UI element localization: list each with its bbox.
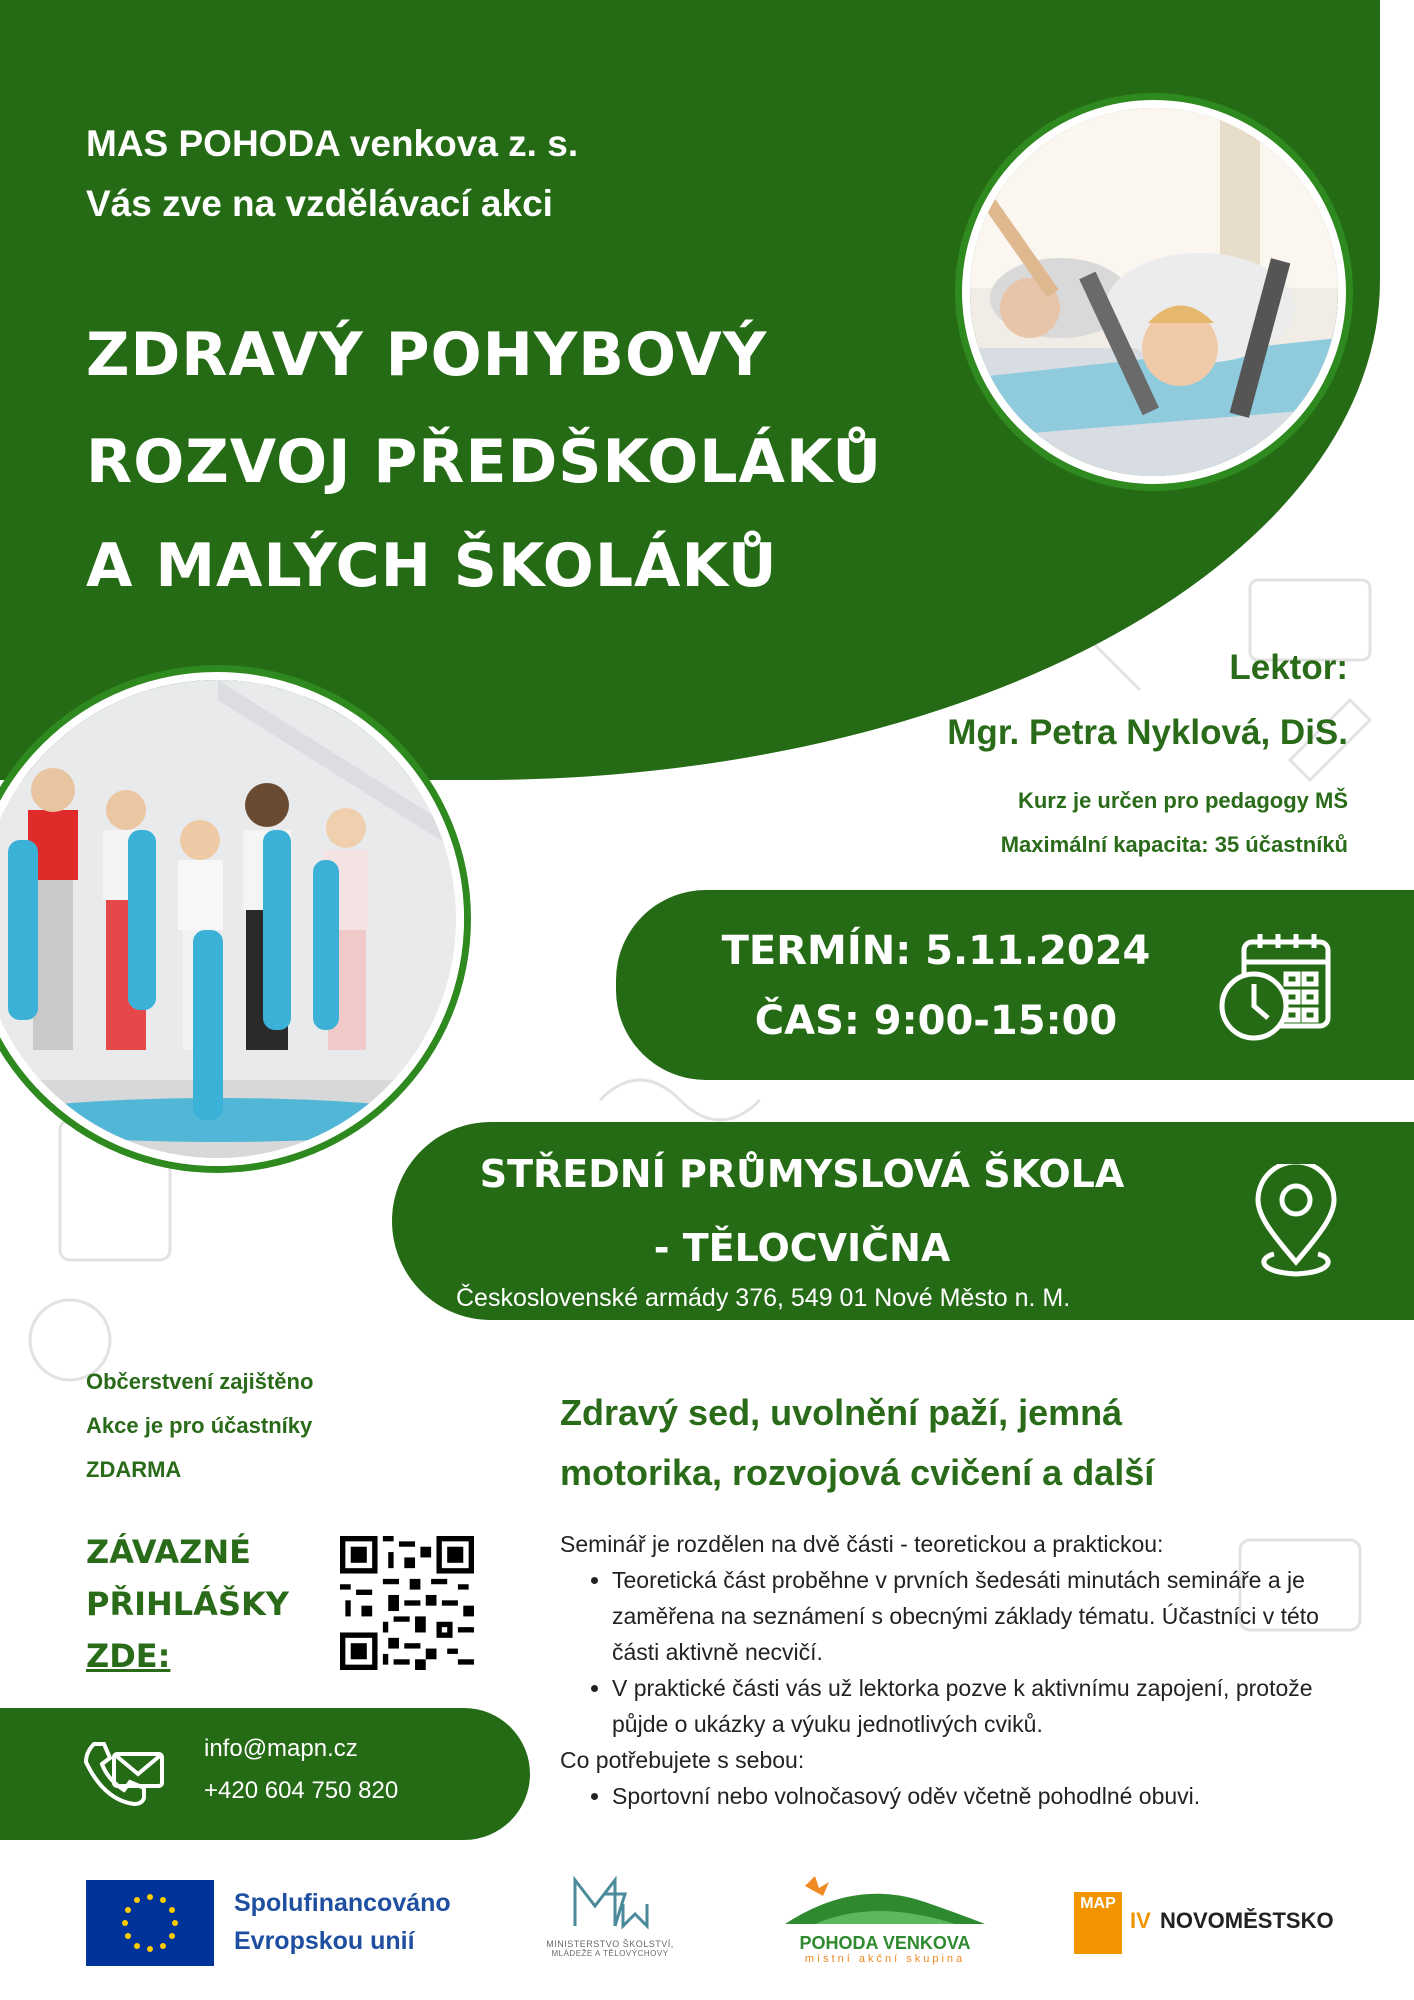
- eu-text-line-1: Spolufinancováno: [234, 1889, 451, 1917]
- pohoda-hills-emblem: [775, 1872, 995, 1928]
- contact-phone[interactable]: +420 604 750 820: [204, 1777, 399, 1804]
- msmt-text-line-2: MLÁDEŽE A TĚLOVÝCHOVY: [551, 1949, 669, 1958]
- eu-flag-logo: [86, 1880, 214, 1970]
- msmt-logo: [520, 1874, 700, 1958]
- topics-headline-line-2: motorika, rozvojová cvičení a další: [560, 1452, 1155, 1493]
- seminar-parts-list: [560, 1562, 1360, 1742]
- pohoda-venkova-logo: [770, 1872, 1000, 1965]
- capacity-text: Maximální kapacita: 35 účastníků: [1000, 832, 1348, 857]
- venue-address: Československé armády 376, 549 01 Nové Město n. M.: [456, 1284, 1071, 1312]
- eu-text-line-2: Evropskou unií: [234, 1927, 415, 1955]
- topics-headline-line-1: Zdravý sed, uvolnění paží, jemná: [560, 1392, 1123, 1433]
- lecturer-label: Lektor:: [1229, 648, 1348, 687]
- venue-name-line-1: STŘEDNÍ PRŮMYSLOVÁ ŠKOLA: [479, 1152, 1125, 1196]
- event-date: TERMÍN: 5.11.2024: [721, 928, 1151, 974]
- location-pin-icon: [1252, 1164, 1340, 1282]
- contact-banner: [0, 1708, 530, 1840]
- organizer-name: MAS POHODA venkova z. s.: [86, 123, 579, 164]
- refreshments-text: Občerstvení zajištěno: [86, 1369, 314, 1394]
- invite-text: Vás zve na vzdělávací akci: [86, 183, 553, 224]
- msmt-text-line-1: MINISTERSTVO ŠKOLSTVÍ,: [546, 1939, 674, 1949]
- calendar-clock-icon: [1216, 928, 1336, 1048]
- children-yoga-photo: [962, 100, 1346, 484]
- map-badge: MAP: [1074, 1892, 1122, 1954]
- msmt-emblem: [565, 1874, 655, 1934]
- venue-banner: [392, 1122, 1414, 1320]
- seminar-intro: Seminář je rozdělen na dvě části - teoretickou a praktickou:: [560, 1531, 1164, 1557]
- registration-line-2: PŘIHLÁŠKY: [86, 1585, 289, 1623]
- registration-qr-code[interactable]: [340, 1536, 474, 1670]
- free-text-line-1: Akce je pro účastníky: [86, 1413, 313, 1438]
- registration-line-3: ZDE:: [86, 1637, 171, 1675]
- list-item: • Teoretická část proběhne v prvních šedesáti minutách semináře a je zaměřena na seznámení s obecnými základy tématu. Účastníci v této části aktivně necvičí.: [612, 1562, 1324, 1670]
- bring-label: Co potřebujete s sebou:: [560, 1747, 805, 1773]
- map-novomestsko-text: NOVOMĚSTSKO: [1160, 1908, 1334, 1933]
- list-item: • V praktické části vás už lektorka pozve k aktivnímu zapojení, protože půjde o ukázky a výuku jednotlivých cviků.: [612, 1670, 1360, 1742]
- title-line-1: ZDRAVÝ POHYBOVÝ: [86, 320, 768, 390]
- eu-cofinanced-text: [234, 1884, 451, 1960]
- pohoda-name: POHODA VENKOVA: [799, 1933, 971, 1953]
- audience-text: Kurz je určen pro pedagogy MŠ: [1017, 788, 1348, 813]
- topics-body: [560, 1526, 1360, 1814]
- pohoda-subtitle: místní akční skupina: [804, 1953, 966, 1965]
- contact-email[interactable]: info@mapn.cz: [204, 1735, 358, 1762]
- venue-name-line-2: - TĚLOCVIČNA: [653, 1226, 951, 1270]
- map-iv-text: IV: [1130, 1908, 1151, 1933]
- free-text-line-2: ZDARMA: [86, 1457, 182, 1482]
- event-time: ČAS: 9:00-15:00: [754, 998, 1118, 1044]
- title-line-2: ROZVOJ PŘEDŠKOLÁKŮ: [86, 427, 883, 497]
- lecturer-name: Mgr. Petra Nyklová, DiS.: [947, 713, 1348, 752]
- list-item: • Sportovní nebo volnočasový oděv včetně pohodlné obuvi.: [612, 1778, 1360, 1814]
- title-line-3: A MALÝCH ŠKOLÁKŮ: [86, 531, 778, 601]
- schedule-banner: [616, 890, 1414, 1080]
- registration-line-1: ZÁVAZNÉ: [86, 1533, 251, 1571]
- phone-mail-icon: [80, 1736, 168, 1812]
- bring-list: [560, 1778, 1360, 1814]
